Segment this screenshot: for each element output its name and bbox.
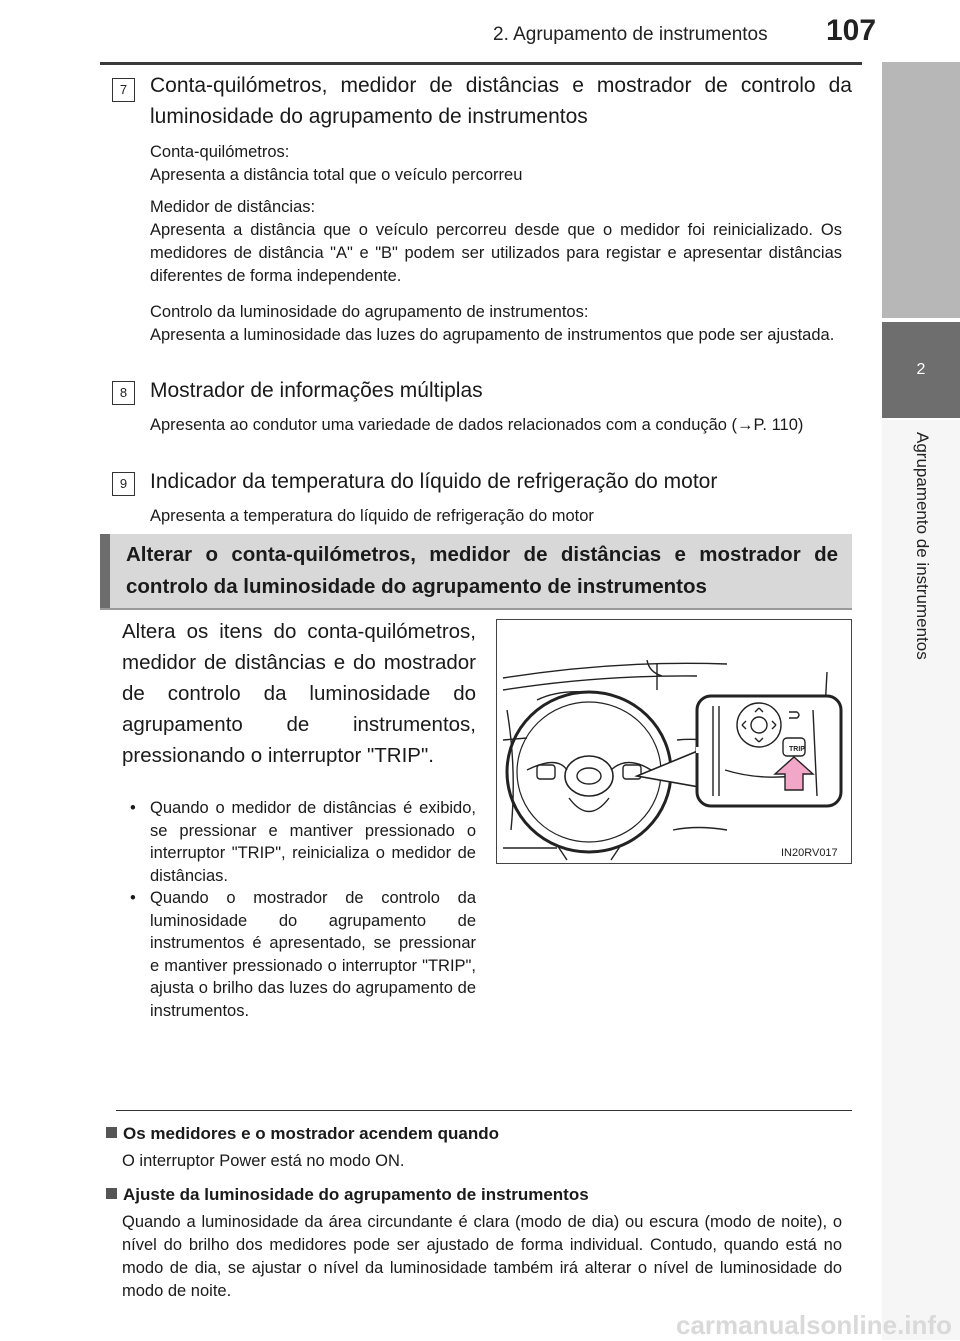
chapter-number-tab: 2 [882,322,960,418]
watermark: carmanualsonline.info [676,1310,952,1340]
brightness-text: Apresenta a luminosidade das luzes do agrupamento de instrumentos que pode ser ajustada. [150,326,835,344]
header-rule [100,62,862,65]
section-heading-rule [100,608,852,610]
side-tab-top [882,62,960,318]
item-title-coolant-temp: Indicador da temperatura do líquido de refrigeração do motor [150,470,718,493]
brightness-label: Controlo da luminosidade do agrupamento de instrumentos: [150,303,589,321]
page-number: 107 [826,14,877,47]
coolant-temp-text: Apresenta a temperatura do líquido de refrigeração do motor [150,507,594,525]
figure-code: IN20RV017 [781,847,838,859]
note-title-text: Ajuste da luminosidade do agrupamento de instrumentos [123,1185,589,1204]
bullet-item: • Quando o medidor de distâncias é exibido, se pressionar e mantiver pressionado o interruptor "TRIP", reinicializa o medidor de distâncias. [130,797,476,887]
item-title-odometer: Conta-quilómetros, medidor de distâncias e mostrador de controlo da luminosidade do agrupamento de instrumentos [150,74,852,128]
odometer-text: Apresenta a distância total que o veículo percorreu [150,166,523,184]
running-header: 2. Agrupamento de instrumentos [493,24,768,45]
odometer-label: Conta-quilómetros: [150,143,290,161]
item-number-8: 8 [112,381,135,405]
multi-display-text: Apresenta ao condutor uma variedade de dados relacionados com a condução (→P. 110) [150,416,804,434]
note-heading-1 [106,1122,499,1146]
section-body: Altera os itens do conta-quilómetros, medidor de distâncias e do mostrador de controlo da luminosidade do agrupamento de instrumentos, pressionando o interruptor "TRIP". [122,620,476,767]
square-bullet-icon [106,1127,117,1138]
steering-wheel-illustration [496,619,852,864]
item-title-multi-display: Mostrador de informações múltiplas [150,379,483,402]
bullet-item: • Quando o mostrador de controlo da luminosidade do agrupamento de instrumentos é apresentado, se pressionar e mantiver pressionado o interruptor "TRIP", ajusta o brilho das luzes do agrupamento de instrumentos. [130,887,476,1022]
note-heading-2 [106,1183,589,1207]
bullet-list [130,797,476,1022]
item-number-9: 9 [112,472,135,496]
note-text-1: O interruptor Power está no modo ON. [122,1152,405,1170]
square-bullet-icon [106,1188,117,1199]
item-number-7: 7 [112,78,135,102]
note-title-text: Os medidores e o mostrador acendem quando [123,1124,499,1143]
chapter-title-vertical: Agrupamento de instrumentos [913,432,932,660]
trip-meter-label: Medidor de distâncias: [150,198,316,216]
steering-wheel-drawing [497,620,851,863]
note-text-2: Quando a luminosidade da área circundante é clara (modo de dia) ou escura (modo de noite), o nível do brilho dos medidores pode ser ajustado de forma individual. Contudo, quando está no modo de dia, se ajustar o nível da luminosidade também irá alterar o nível de luminosidade do modo de noite. [122,1213,842,1300]
section-heading: Alterar o conta-quilómetros, medidor de distâncias e mostrador de controlo da luminosidade do agrupamento de instrumentos [126,543,838,598]
notes-divider [116,1110,852,1111]
trip-switch-label: TRIP [789,746,805,753]
section-heading-accent [100,534,110,609]
trip-meter-text: Apresenta a distância que o veículo percorreu desde que o medidor foi reinicializado. Os medidores de distância "A" e "B" podem ser utilizados para registar e apresentar distâncias diferentes de forma independente. [150,221,842,285]
